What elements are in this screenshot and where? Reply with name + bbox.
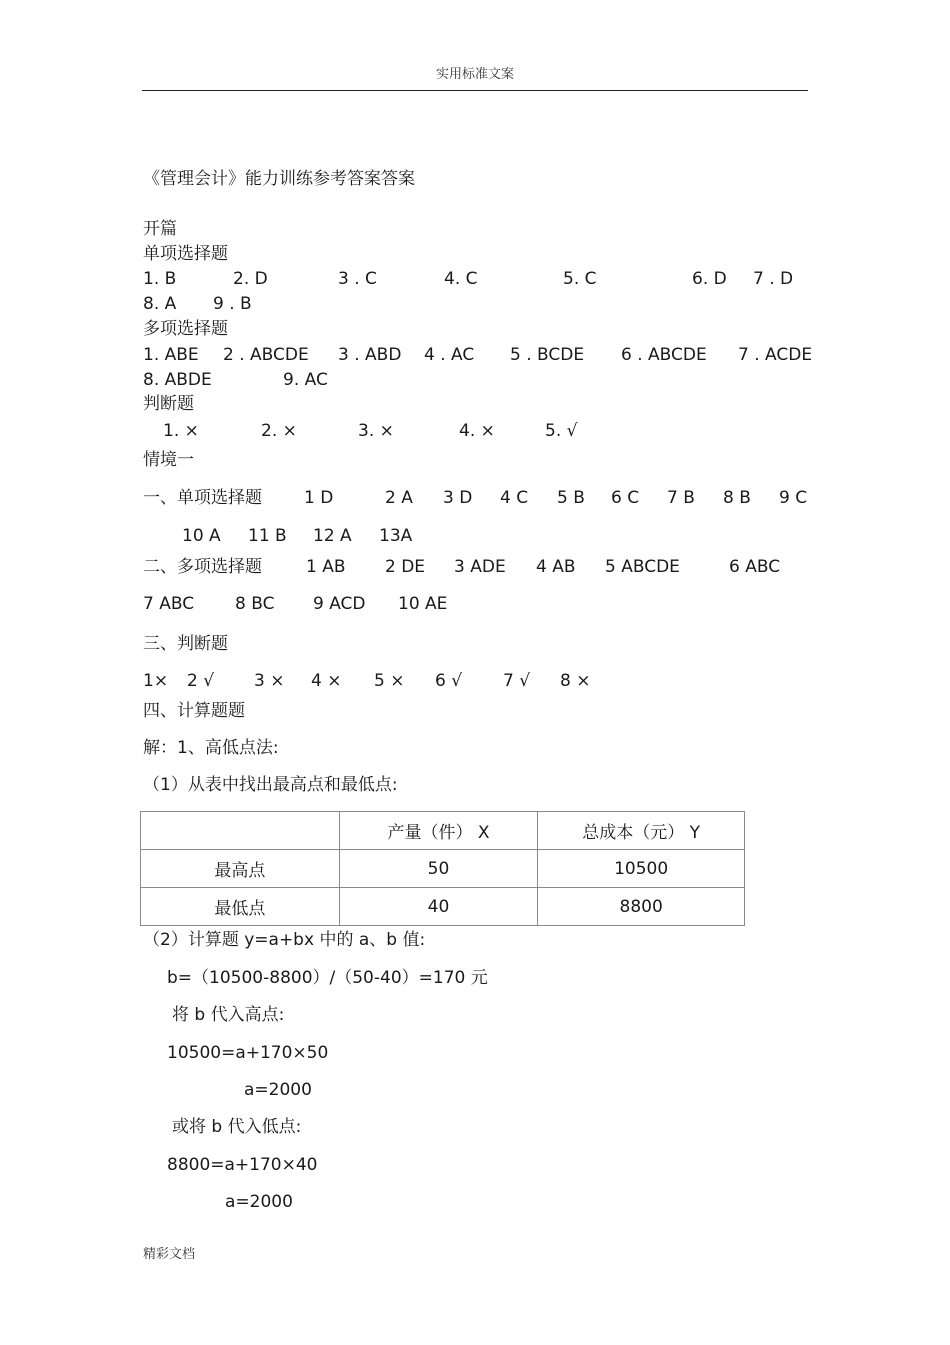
answer-item: 2 DE: [385, 557, 426, 577]
answer-item: 8 BC: [235, 594, 275, 614]
table-row: [141, 888, 745, 926]
table-header-cell: [141, 812, 340, 850]
table-cell: 最低点: [141, 888, 340, 926]
answer-item: 1. ×: [163, 421, 199, 441]
answer-item: 3. ×: [358, 421, 394, 441]
answer-item: 4 C: [500, 488, 529, 508]
answer-item: 3 D: [443, 488, 473, 508]
answer-item: 4. ×: [459, 421, 495, 441]
solution-step-1: （1）从表中找出最高点和最低点:: [143, 775, 398, 795]
answer-item: 8 B: [723, 488, 751, 508]
answer-item: 5 ×: [374, 671, 405, 691]
answer-item: 1 D: [304, 488, 334, 508]
intro-judge-title: 判断题: [143, 394, 194, 414]
answer-item: 5 B: [557, 488, 585, 508]
answer-item: 2 √: [187, 671, 215, 691]
answer-item: 7 . D: [753, 269, 794, 289]
table-row: [141, 850, 745, 888]
answer-item: 4. C: [444, 269, 478, 289]
answer-item: 2 . ABCDE: [223, 345, 309, 365]
answer-item: 5. √: [545, 421, 578, 441]
calc-line: 或将 b 代入低点:: [172, 1117, 302, 1137]
calc-line: b=（10500-8800）/（50-40）=170 元: [167, 968, 488, 988]
section-heading-intro: 开篇: [143, 219, 177, 239]
answer-item: 8. ABDE: [143, 370, 212, 390]
answer-item: 9 . B: [213, 294, 252, 314]
answer-item: 5. C: [563, 269, 597, 289]
answer-item: 12 A: [313, 526, 352, 546]
calc-line: a=2000: [244, 1080, 312, 1100]
answer-item: 7 ABC: [143, 594, 195, 614]
solution-method: 解：1、高低点法:: [143, 738, 279, 758]
document-title: 《管理会计》能力训练参考答案答案: [143, 169, 415, 189]
table-cell: 40: [339, 888, 538, 926]
calc-line: a=2000: [225, 1192, 293, 1212]
answer-item: 1 AB: [306, 557, 346, 577]
answer-item: 10 A: [182, 526, 221, 546]
answer-item: 3 . ABD: [338, 345, 402, 365]
table-cell: 8800: [538, 888, 745, 926]
solution-step-2: （2）计算题 y=a+bx 中的 a、b 值:: [143, 930, 426, 950]
answer-item: 9 C: [779, 488, 808, 508]
answer-item: 6 √: [435, 671, 463, 691]
answer-item: 2 A: [385, 488, 413, 508]
answer-item: 8. A: [143, 294, 177, 314]
answer-item: 1×: [143, 671, 169, 691]
answer-item: 3 ×: [254, 671, 285, 691]
calc-line: 将 b 代入高点:: [172, 1005, 285, 1025]
page-header: 实用标准文案: [435, 67, 514, 82]
answer-item: 3 ADE: [454, 557, 506, 577]
table-header-cell: 总成本（元） Y: [538, 812, 745, 850]
answer-item: 6 C: [611, 488, 640, 508]
answer-item: 1. ABE: [143, 345, 199, 365]
answer-item: 7 B: [667, 488, 695, 508]
header-rule: [142, 90, 808, 91]
intro-single-title: 单项选择题: [143, 244, 228, 264]
answer-item: 11 B: [248, 526, 287, 546]
answer-item: 1. B: [143, 269, 177, 289]
situation-single-title: 一、单项选择题: [143, 488, 262, 508]
table-cell: 10500: [538, 850, 745, 888]
answer-item: 6 . ABCDE: [621, 345, 707, 365]
table-cell: 50: [339, 850, 538, 888]
answer-item: 9. AC: [283, 370, 328, 390]
answer-item: 9 ACD: [313, 594, 366, 614]
answer-item: 3 . C: [338, 269, 377, 289]
situation-calc-title: 四、计算题题: [143, 701, 245, 721]
answer-item: 6 ABC: [729, 557, 781, 577]
page-footer: 精彩文档: [143, 1247, 196, 1262]
answer-item: 6. D: [692, 269, 727, 289]
high-low-table: [140, 811, 745, 926]
answer-item: 5 . BCDE: [510, 345, 585, 365]
answer-item: 13A: [379, 526, 413, 546]
answer-item: 7 √: [503, 671, 531, 691]
intro-multi-title: 多项选择题: [143, 319, 228, 339]
calc-line: 10500=a+170×50: [167, 1043, 329, 1063]
answer-item: 5 ABCDE: [605, 557, 680, 577]
situation-judge-title: 三、判断题: [143, 634, 228, 654]
answer-item: 8 ×: [560, 671, 591, 691]
table-header-row: [141, 812, 745, 850]
answer-item: 10 AE: [398, 594, 448, 614]
answer-item: 4 . AC: [424, 345, 475, 365]
answer-item: 2. ×: [261, 421, 297, 441]
situation-multi-title: 二、多项选择题: [143, 557, 262, 577]
table-cell: 最高点: [141, 850, 340, 888]
answer-item: 4 ×: [311, 671, 342, 691]
answer-item: 2. D: [233, 269, 268, 289]
answer-item: 4 AB: [536, 557, 576, 577]
answer-item: 7 . ACDE: [738, 345, 813, 365]
calc-line: 8800=a+170×40: [167, 1155, 318, 1175]
section-heading-situation: 情境一: [143, 450, 194, 470]
table-header-cell: 产量（件） X: [339, 812, 538, 850]
